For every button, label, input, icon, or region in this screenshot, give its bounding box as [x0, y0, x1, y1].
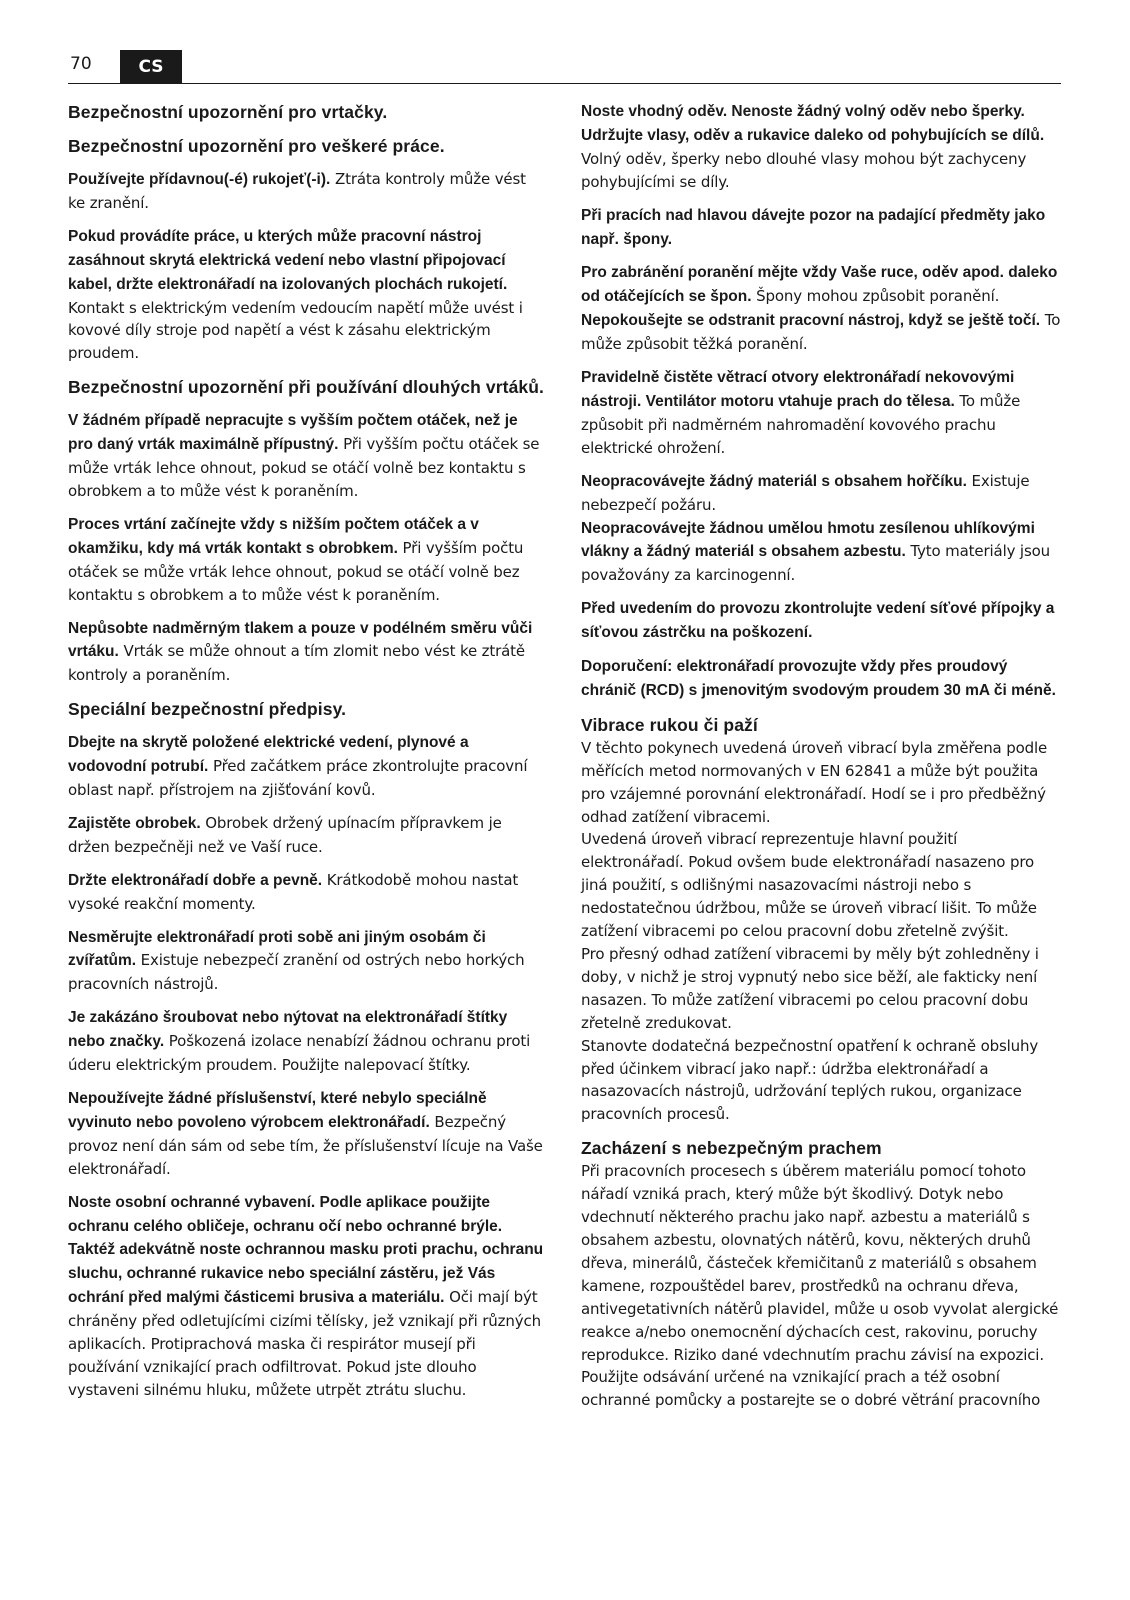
section-heading: Bezpečnostní upozornění při používání dlouhých vrtáků. [68, 377, 544, 398]
bold-lead: Noste osobní ochranné vybavení. Podle aplikace použijte ochranu celého obličeje, ochranu očí nebo ochranné brýle. Taktéž adekvátně noste ochrannou masku proti prachu, ochranu sluchu, ochranné rukavice nebo speciální zástěru, jež Vás ochrání před malými částicemi brusiva a materiálu. [68, 1193, 544, 1307]
body-text: Bezpečný provoz není dán sám od sebe tím, že příslušenství lícuje na Vaše elektronářadí. [68, 1112, 543, 1178]
body-text: To může způsobit při nadměrném nahromadění kovového prachu elektrické ohrožení. [581, 391, 1021, 457]
bold-lead: Proces vrtání začínejte vždy s nižším počtem otáček a v okamžiku, kdy má vrták kontakt s obrobkem. [68, 515, 479, 557]
paragraph [68, 513, 546, 607]
bold-lead: Noste vhodný oděv. Nenoste žádný volný oděv nebo šperky. Udržujte vlasy, oděv a rukavice daleko od pohybujících se dílů. [581, 103, 1045, 144]
body-text: Pro přesný odhad zatížení vibracemi by měly být zohledněny i doby, v nichž je stroj vypnutý nebo sice běží, ale fakticky není nasazen. To může zatížení vibracemi po celou pracovní dobu zřetelně zredukovat. [581, 945, 1039, 1032]
body-text: Před začátkem práce zkontrolujte pracovní oblast např. přístrojem na zjišťování kovů. [68, 757, 528, 800]
right-column [581, 100, 1063, 1422]
section-heading: Vibrace rukou či paží [581, 714, 758, 735]
body-text: Uvedená úroveň vibrací reprezentuje hlavní použití elektronářadí. Pokud ovšem bude elektronářadí nasazeno pro jiná použití, s odlišnými nasazovacími nástroji nebo s nedostatečnou údržbou, může se úroveň vibrací lišit. To může zatížení vibracemi po celou pracovní dobu zřetelně zvýšit. [581, 830, 1037, 941]
body-text: Vrták se může ohnout a tím zlomit nebo vést ke ztrátě kontroly a poraněním. [68, 642, 525, 685]
paragraph [581, 597, 1063, 645]
bold-lead: Před uvedením do provozu zkontrolujte vedení síťové přípojky a síťovou zástrčku na poškození. [581, 600, 1055, 642]
bold-lead: Pravidelně čistěte větrací otvory elektronářadí nekovovými nástroji. Ventilátor motoru vtahuje prach do tělesa. [581, 369, 1015, 410]
bold-lead: Nesměrujte elektronářadí proti sobě ani jiným osobám či zvířatům. [68, 928, 486, 970]
paragraph [68, 1006, 546, 1077]
paragraph [581, 737, 1063, 829]
paragraph [68, 225, 546, 365]
body-text: Existuje nebezpečí požáru. [581, 471, 1030, 514]
page-header [68, 50, 1061, 84]
paragraph [581, 100, 1063, 194]
paragraph [581, 943, 1063, 1035]
bold-lead: Nepoužívejte žádné příslušenství, které nebylo speciálně vyvinuto nebo povoleno výrobcem elektronářadí. [68, 1090, 487, 1131]
paragraph [581, 517, 1063, 588]
paragraph [581, 204, 1063, 252]
paragraph [68, 812, 546, 859]
bold-lead: Dbejte na skrytě položené elektrické vedení, plynové a vodovodní potrubí. [68, 734, 469, 776]
body-text: Při vyšším počtu otáček se může vrták lehce ohnout, pokud se otáčí volně bez kontaktu s obrobkem a to může vést k poraněním. [68, 435, 540, 500]
paragraph [581, 1160, 1063, 1412]
paragraph [581, 470, 1063, 517]
bold-lead: Neopracovávejte žádnou umělou hmotu zesílenou uhlíkovými vlákny a žádný materiál s obsahem azbestu. [581, 519, 1035, 561]
body-text: Obrobek držený upínacím přípravkem je držen bezpečněji než ve Vaší ruce. [68, 813, 502, 856]
body-text: V těchto pokynech uvedená úroveň vibrací byla změřena podle měřících metod normovaných v EN 62841 a může být použita pro vzájemné porovnání elektronářadí. Hodí se i pro předběžný odhad zatížení vibracemi. [581, 738, 1048, 826]
paragraph [581, 828, 1063, 943]
bold-lead: Zajistěte obrobek. [68, 814, 201, 832]
paragraph [581, 366, 1063, 460]
bold-lead: Pokud provádíte práce, u kterých může pracovní nástroj zasáhnout skrytá elektrická vedení nebo vlastní připojovací kabel, držte elektronářadí na izolovaných plochách rukojetí. [68, 227, 508, 293]
bold-lead: Je zakázáno šroubovat nebo nýtovat na elektronářadí štítky nebo značky. [68, 1009, 508, 1051]
paragraph [581, 655, 1063, 703]
paragraph [68, 409, 546, 503]
body-text: To může způsobit těžká poranění. [581, 311, 1061, 354]
paragraph [68, 731, 546, 802]
section-heading: Speciální bezpečnostní předpisy. [68, 699, 347, 720]
bold-lead: Doporučení: elektronářadí provozujte vždy přes proudový chránič (RCD) s jmenovitým svodovým proudem 30 mA či méně. [581, 658, 1056, 699]
body-text: Krátkodobě mohou nastat vysoké reakční momenty. [68, 870, 519, 913]
left-column [68, 100, 546, 1412]
body-text: Při pracovních procesech s úběrem materiálu pomocí tohoto nářadí vzniká prach, který může být škodlivý. Dotyk nebo vdechnutí některého prachu jako např. azbestu a materiálů s obsahem azbestu, olovnatých nátěrů, kovu, některých druhů dřeva, minerálů, částeček křemičitanů z materiálů s obsahem kamene, rozpouštědel barev, prostředků na ochranu dřeva, antivegetativních nátěrů plavidel, může u osob vyvolat alergické reakce a/nebo onemocnění dýchacích cest, rakovinu, poruchy reprodukce. Riziko dané vdechnutím prachu závisí na expozici. Použijte odsávání určené na vznikající prach a též osobní ochranné pomůcky a postarejte se o dobré větrání pracovního [581, 1162, 1059, 1410]
body-text: Ztráta kontroly může vést ke zranění. [68, 170, 526, 212]
bold-lead: Nepokoušejte se odstranit pracovní nástroj, když se ještě točí. [581, 312, 1041, 330]
body-text: Volný oděv, šperky nebo dlouhé vlasy mohou být zachyceny pohybujícími se díly. [581, 149, 1027, 191]
paragraph [68, 869, 546, 916]
paragraph [68, 168, 546, 215]
body-text: Tyto materiály jsou považovány za karcinogenní. [581, 542, 1050, 585]
bold-lead: Používejte přídavnou(-é) rukojeť(-i). [68, 171, 331, 188]
paragraph [68, 617, 546, 688]
body-text: Poškozená izolace nenabízí žádnou ochranu proti úderu elektrickým proudem. Použijte nalepovací štítky. [68, 1032, 531, 1075]
paragraph [581, 309, 1063, 356]
bold-lead: Pro zabránění poranění mějte vždy Vaše ruce, oděv apod. daleko od otáčejících se špon. [581, 264, 1058, 306]
bold-lead: Při pracích nad hlavou dávejte pozor na padající předměty jako např. špony. [581, 206, 1046, 248]
body-text: Špony mohou způsobit poranění. [751, 287, 1000, 306]
body-text: Kontakt s elektrickým vedením vedoucím napětí může uvést i kovové díly stroje pod napětí a vést k zásahu elektrickým proudem. [68, 298, 523, 363]
paragraph [581, 1035, 1063, 1127]
page-number: 70 [70, 54, 92, 74]
paragraph [581, 261, 1063, 309]
section-heading: Zacházení s nebezpečným prachem [581, 1138, 882, 1159]
body-text: Při vyšším počtu otáček se může vrták lehce ohnout, pokud se otáčí volně bez kontaktu s obrobkem a to může vést k poraněním. [68, 538, 524, 604]
body-text: Existuje nebezpečí zranění od ostrých nebo horkých pracovních nástrojů. [68, 951, 525, 994]
body-text: Stanovte dodatečná bezpečnostní opatření k ochraně obsluhy před účinkem vibrací jako např.: údržba elektronářadí a nasazovacích nástrojů, udržování teplých rukou, organizace pracovních procesů. [581, 1036, 1039, 1124]
paragraph [68, 926, 546, 997]
bold-lead: V žádném případě nepracujte s vyšším počtem otáček, než je pro daný vrták maximálně přípustný. [68, 412, 518, 454]
body-text: Oči mají být chráněny před odletujícími cizími tělísky, jež vznikají při různých aplikacích. Protiprachová maska či respirátor musejí při používání vznikající prach odfiltrovat. Pokud jste dlouho vystaveni silnému hluku, můžete utrpět ztrátu sluchu. [68, 1288, 541, 1399]
bold-lead: Neopracovávejte žádný materiál s obsahem hořčíku. [581, 472, 967, 490]
language-tab: CS [120, 50, 182, 83]
paragraph [68, 1191, 546, 1402]
bold-lead: Nepůsobte nadměrným tlakem a pouze v podélném směru vůči vrtáku. [68, 619, 533, 661]
section-heading: Bezpečnostní upozornění pro vrtačky. [68, 102, 388, 122]
paragraph [68, 1087, 546, 1181]
section-heading: Bezpečnostní upozornění pro veškeré práce. [68, 136, 445, 156]
bold-lead: Držte elektronářadí dobře a pevně. [68, 871, 323, 889]
